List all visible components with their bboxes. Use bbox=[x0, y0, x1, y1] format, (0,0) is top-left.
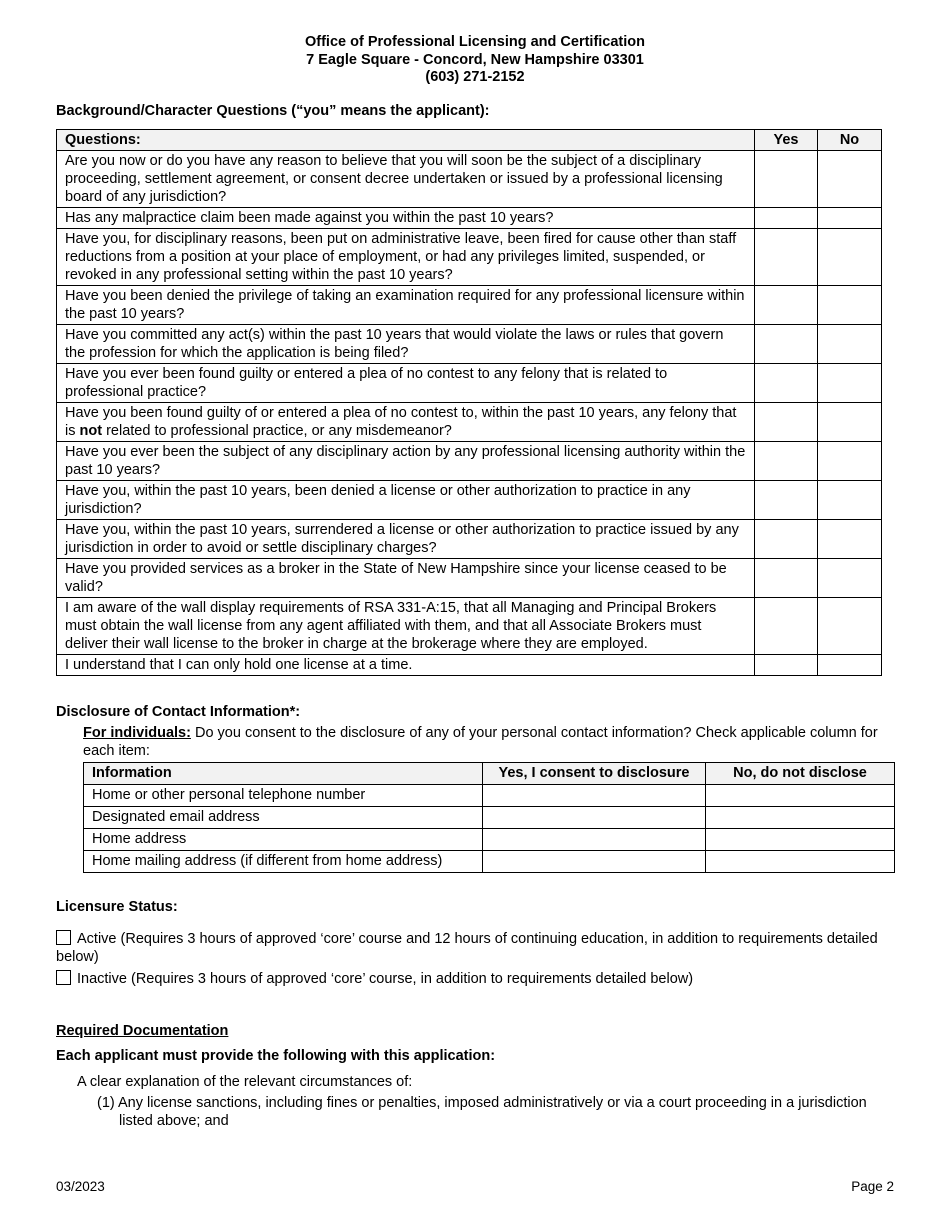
disclosure-table bbox=[83, 762, 895, 873]
no-cell[interactable] bbox=[818, 324, 882, 363]
no-cell[interactable] bbox=[818, 228, 882, 285]
consent-cell[interactable] bbox=[483, 850, 706, 872]
question-text: I am aware of the wall display requirements of RSA 331-A:15, that all Managing and Principal Brokers must obtain the wall license from any agent affiliated with them, and that all Associate Brokers must deliver their wall license to the broker in charge at the brokerage where they are employed. bbox=[57, 597, 755, 654]
info-item: Home address bbox=[84, 828, 483, 850]
table-header-row bbox=[57, 129, 882, 150]
info-item: Home or other personal telephone number bbox=[84, 784, 483, 806]
yes-cell[interactable] bbox=[755, 363, 818, 402]
consent-cell[interactable] bbox=[483, 784, 706, 806]
active-checkbox[interactable] bbox=[56, 930, 71, 945]
inactive-checkbox[interactable] bbox=[56, 970, 71, 985]
no-disclose-cell[interactable] bbox=[706, 828, 895, 850]
inactive-label: Inactive (Requires 3 hours of approved ‘core’ course, in addition to requirements detailed below) bbox=[77, 970, 694, 987]
col-do-not-disclose: No, do not disclose bbox=[706, 762, 895, 784]
office-header bbox=[54, 34, 896, 87]
no-disclose-cell[interactable] bbox=[706, 806, 895, 828]
for-individuals-label: For individuals: bbox=[83, 724, 191, 741]
question-text: Have you committed any act(s) within the past 10 years that would violate the laws or rules that govern the profession for which the application is being filed? bbox=[57, 324, 755, 363]
question-text: I understand that I can only hold one license at a time. bbox=[57, 654, 755, 675]
question-text-part: related to professional practice, or any misdemeanor? bbox=[102, 422, 452, 439]
table-row bbox=[57, 285, 882, 324]
no-cell[interactable] bbox=[818, 150, 882, 207]
table-row bbox=[57, 654, 882, 675]
no-disclose-cell[interactable] bbox=[706, 784, 895, 806]
yes-cell[interactable] bbox=[755, 207, 818, 228]
table-row bbox=[57, 558, 882, 597]
no-cell[interactable] bbox=[818, 207, 882, 228]
no-disclose-cell[interactable] bbox=[706, 850, 895, 872]
disclosure-title: Disclosure of Contact Information*: bbox=[56, 703, 301, 720]
question-text: Have you ever been the subject of any disciplinary action by any professional licensing authority within the past 10 years? bbox=[57, 441, 755, 480]
disclosure-intro-text: Do you consent to the disclosure of any of your personal contact information? Check applicable column for each item: bbox=[83, 724, 878, 759]
background-title: Background/Character Questions (“you” means the applicant): bbox=[56, 102, 490, 119]
question-text: Have you, for disciplinary reasons, been put on administrative leave, been fired for cause other than staff reductions from a position at your place of employment, or had any privileges limited, suspended, or revoked in any professional setting within the past 10 years? bbox=[57, 228, 755, 285]
office-address: 7 Eagle Square - Concord, New Hampshire 03301 bbox=[306, 51, 644, 68]
col-no: No bbox=[818, 129, 882, 150]
table-row bbox=[84, 806, 895, 828]
table-row bbox=[57, 402, 882, 441]
yes-cell[interactable] bbox=[755, 150, 818, 207]
table-row bbox=[57, 150, 882, 207]
yes-cell[interactable] bbox=[755, 441, 818, 480]
table-row bbox=[84, 850, 895, 872]
inactive-option[interactable] bbox=[56, 970, 896, 988]
active-option[interactable] bbox=[56, 930, 896, 966]
consent-cell[interactable] bbox=[483, 828, 706, 850]
table-row bbox=[57, 324, 882, 363]
question-text: Have you provided services as a broker in the State of New Hampshire since your license ceased to be valid? bbox=[57, 558, 755, 597]
no-cell[interactable] bbox=[818, 558, 882, 597]
table-row bbox=[57, 228, 882, 285]
no-cell[interactable] bbox=[818, 363, 882, 402]
table-row bbox=[84, 828, 895, 850]
table-row bbox=[57, 519, 882, 558]
item-number: (1) bbox=[97, 1094, 115, 1111]
question-emphasis: not bbox=[79, 422, 103, 439]
col-questions: Questions: bbox=[57, 129, 755, 150]
documentation-subtitle: Each applicant must provide the following with this application: bbox=[56, 1047, 496, 1064]
table-row bbox=[57, 597, 882, 654]
col-yes: Yes bbox=[755, 129, 818, 150]
question-text bbox=[57, 402, 755, 441]
yes-cell[interactable] bbox=[755, 285, 818, 324]
yes-cell[interactable] bbox=[755, 654, 818, 675]
yes-cell[interactable] bbox=[755, 597, 818, 654]
yes-cell[interactable] bbox=[755, 228, 818, 285]
question-text: Are you now or do you have any reason to believe that you will soon be the subject of a disciplinary proceeding, settlement agreement, or consent decree undertaken or issued by a professional licensing board of any jurisdiction? bbox=[57, 150, 755, 207]
no-cell[interactable] bbox=[818, 597, 882, 654]
consent-cell[interactable] bbox=[483, 806, 706, 828]
licensure-title: Licensure Status: bbox=[56, 898, 178, 915]
info-item: Home mailing address (if different from home address) bbox=[84, 850, 483, 872]
question-text: Have you ever been found guilty or entered a plea of no contest to any felony that is related to professional practice? bbox=[57, 363, 755, 402]
active-label: Active (Requires 3 hours of approved ‘core’ course and 12 hours of continuing education, in addition to requirements detailed below) bbox=[56, 930, 878, 965]
yes-cell[interactable] bbox=[755, 519, 818, 558]
office-phone: (603) 271-2152 bbox=[425, 69, 525, 85]
no-cell[interactable] bbox=[818, 441, 882, 480]
question-text: Have you been denied the privilege of taking an examination required for any professional licensure within the past 10 years? bbox=[57, 285, 755, 324]
documentation-intro: A clear explanation of the relevant circumstances of: bbox=[77, 1073, 413, 1090]
table-row bbox=[57, 363, 882, 402]
disclosure-intro bbox=[83, 724, 896, 760]
col-consent: Yes, I consent to disclosure bbox=[483, 762, 706, 784]
no-cell[interactable] bbox=[818, 519, 882, 558]
question-text: Has any malpractice claim been made against you within the past 10 years? bbox=[57, 207, 755, 228]
page-content bbox=[56, 34, 896, 1130]
table-row bbox=[84, 784, 895, 806]
yes-cell[interactable] bbox=[755, 558, 818, 597]
footer-date: 03/2023 bbox=[56, 1179, 105, 1194]
background-questions-table bbox=[56, 129, 882, 676]
table-row bbox=[57, 441, 882, 480]
no-cell[interactable] bbox=[818, 402, 882, 441]
office-name: Office of Professional Licensing and Certification bbox=[305, 34, 645, 50]
no-cell[interactable] bbox=[818, 480, 882, 519]
no-cell[interactable] bbox=[818, 654, 882, 675]
item-text: Any license sanctions, including fines or penalties, imposed administratively or via a court proceeding in a jurisdiction listed above; and bbox=[117, 1094, 867, 1129]
col-information: Information bbox=[84, 762, 483, 784]
question-text: Have you, within the past 10 years, surrendered a license or other authorization to practice issued by any jurisdiction in order to avoid or settle disciplinary charges? bbox=[57, 519, 755, 558]
table-header-row bbox=[84, 762, 895, 784]
required-documentation-title: Required Documentation bbox=[56, 1022, 229, 1039]
question-text-part: Have you been found guilty of or entered a plea of no contest to, within the past 10 years, any felony that is bbox=[65, 404, 737, 439]
question-text: Have you, within the past 10 years, been denied a license or other authorization to practice in any jurisdiction? bbox=[57, 480, 755, 519]
documentation-item-1 bbox=[97, 1094, 896, 1130]
no-cell[interactable] bbox=[818, 285, 882, 324]
table-row bbox=[57, 207, 882, 228]
yes-cell[interactable] bbox=[755, 324, 818, 363]
yes-cell[interactable] bbox=[755, 480, 818, 519]
info-item: Designated email address bbox=[84, 806, 483, 828]
yes-cell[interactable] bbox=[755, 402, 818, 441]
table-row bbox=[57, 480, 882, 519]
footer-page-number: Page 2 bbox=[851, 1179, 894, 1194]
